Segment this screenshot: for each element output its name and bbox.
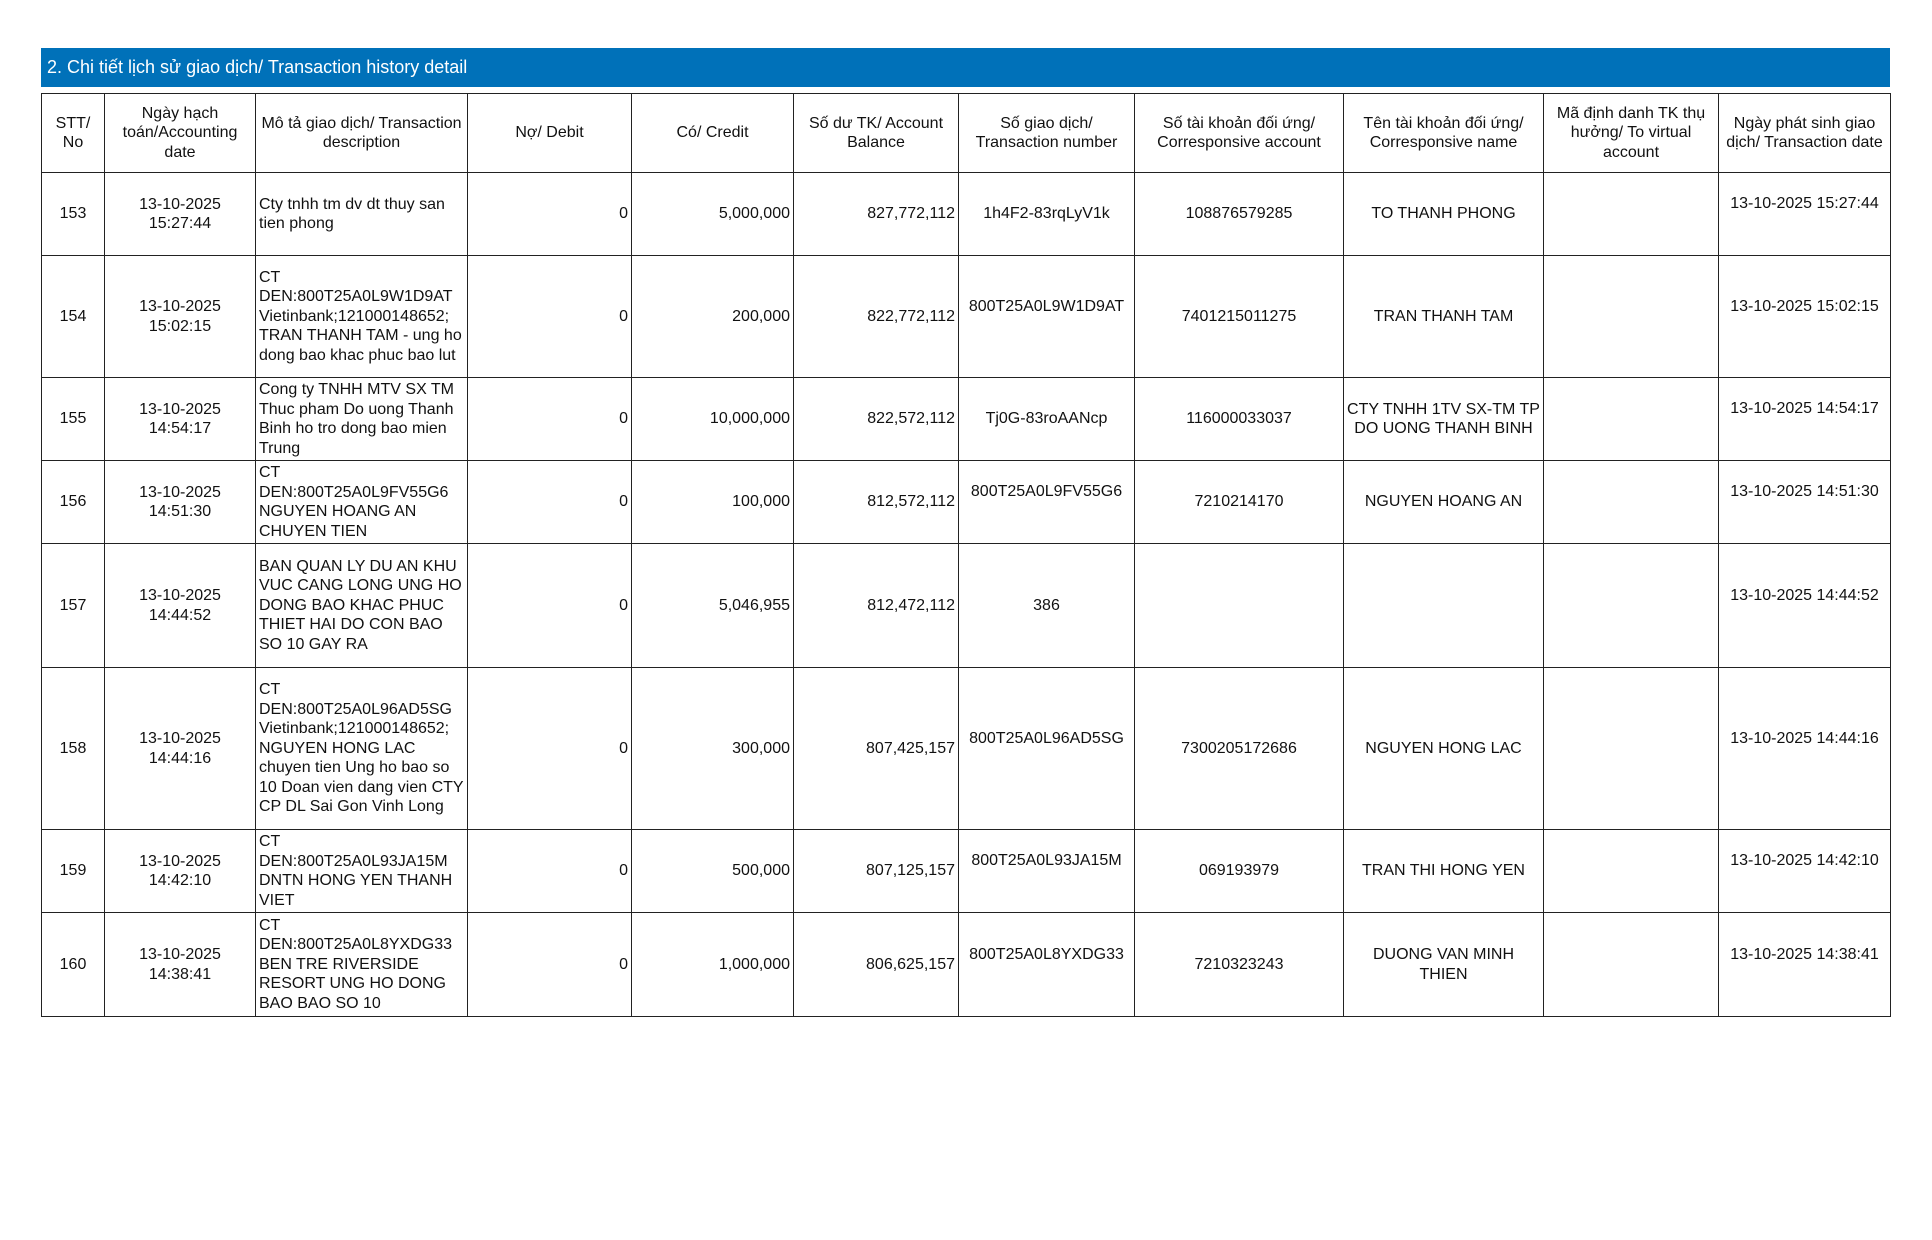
cell-debit xyxy=(468,544,632,668)
cell-virtual-account xyxy=(1544,378,1719,461)
table-row xyxy=(42,378,1891,461)
cell-accounting-date xyxy=(105,668,256,830)
cell-no xyxy=(42,544,105,668)
col-header-label: Số dư TK/ Account Balance xyxy=(808,114,944,151)
transaction-description: CT DEN:800T25A0L9W1D9AT Vietinbank;121000148652; TRAN THANH TAM - ung ho dong bao khac phuc bao lut xyxy=(259,268,462,364)
table-row xyxy=(42,461,1891,544)
cell-description xyxy=(256,830,468,913)
cell-balance xyxy=(794,830,959,913)
row-number: 156 xyxy=(59,493,87,511)
corresponsive-name: CTY TNHH 1TV SX-TM TP DO UONG THANH BINH xyxy=(1347,400,1540,437)
cell-transaction-number xyxy=(959,461,1135,544)
cell-transaction-number xyxy=(959,256,1135,378)
cell-virtual-account xyxy=(1544,668,1719,830)
cell-virtual-account xyxy=(1544,256,1719,378)
row-number: 157 xyxy=(59,596,87,614)
cell-credit xyxy=(632,913,794,1017)
cell-virtual-account xyxy=(1544,461,1719,544)
transaction-date: 13-10-2025 14:38:41 xyxy=(1730,945,1879,963)
cell-corresponsive-name xyxy=(1344,256,1544,378)
corresponsive-account: 7401215011275 xyxy=(1181,307,1297,325)
col-header-description xyxy=(256,94,468,173)
account-balance: 812,472,112 xyxy=(867,596,955,614)
corresponsive-account: 7210323243 xyxy=(1194,955,1284,973)
cell-corresponsive-account xyxy=(1135,830,1344,913)
cell-corresponsive-name xyxy=(1344,173,1544,256)
transaction-number: 800T25A0L96AD5SG xyxy=(969,729,1124,747)
credit-amount: 300,000 xyxy=(732,739,790,757)
cell-transaction-date xyxy=(1719,913,1891,1017)
accounting-date: 13-10-2025 xyxy=(139,195,221,213)
cell-accounting-date xyxy=(105,256,256,378)
row-number: 160 xyxy=(59,955,87,973)
accounting-date: 13-10-2025 xyxy=(139,587,221,604)
cell-transaction-date xyxy=(1719,830,1891,913)
transaction-number: Tj0G-83roAANcp xyxy=(985,410,1108,428)
debit-amount: 0 xyxy=(619,307,628,325)
cell-corresponsive-account xyxy=(1135,173,1344,256)
transaction-description: CT DEN:800T25A0L93JA15M DNTN HONG YEN THANH VIET xyxy=(259,833,453,909)
cell-debit xyxy=(468,173,632,256)
accounting-time: 14:54:17 xyxy=(148,420,212,437)
cell-accounting-date xyxy=(105,173,256,256)
col-header-label: Nợ/ Debit xyxy=(515,124,584,142)
transaction-table xyxy=(41,93,1891,1017)
col-header-no xyxy=(42,94,105,173)
cell-no xyxy=(42,256,105,378)
cell-debit xyxy=(468,256,632,378)
cell-credit xyxy=(632,668,794,830)
transaction-number: 800T25A0L9W1D9AT xyxy=(968,297,1125,315)
transaction-date: 13-10-2025 14:51:30 xyxy=(1730,483,1879,501)
transaction-number: 800T25A0L93JA15M xyxy=(971,852,1122,870)
corresponsive-account: 7300205172686 xyxy=(1181,739,1297,757)
table-header-row xyxy=(42,94,1891,173)
accounting-date: 13-10-2025 xyxy=(139,852,221,870)
transaction-date: 13-10-2025 14:44:52 xyxy=(1730,586,1879,604)
transaction-number: 1h4F2-83rqLyV1k xyxy=(983,205,1110,223)
transaction-date: 13-10-2025 15:27:44 xyxy=(1730,195,1879,213)
transaction-description: Cty tnhh tm dv dt thuy san tien phong xyxy=(259,195,445,232)
cell-no xyxy=(42,461,105,544)
account-balance: 812,572,112 xyxy=(867,493,955,511)
cell-debit xyxy=(468,668,632,830)
cell-description xyxy=(256,668,468,830)
corresponsive-name: NGUYEN HONG LAC xyxy=(1365,739,1522,757)
account-balance: 806,625,157 xyxy=(866,955,955,973)
corresponsive-name: DUONG VAN MINH THIEN xyxy=(1372,946,1515,983)
cell-balance xyxy=(794,256,959,378)
col-header-credit xyxy=(632,94,794,173)
cell-debit xyxy=(468,461,632,544)
cell-corresponsive-name xyxy=(1344,913,1544,1017)
row-number: 153 xyxy=(59,205,87,223)
cell-transaction-number xyxy=(959,378,1135,461)
cell-transaction-date xyxy=(1719,378,1891,461)
corresponsive-account: 116000033037 xyxy=(1186,410,1292,428)
cell-corresponsive-account xyxy=(1135,461,1344,544)
cell-corresponsive-account xyxy=(1135,378,1344,461)
cell-corresponsive-account xyxy=(1135,256,1344,378)
cell-transaction-number xyxy=(959,913,1135,1017)
corresponsive-account: 108876579285 xyxy=(1185,205,1293,223)
row-number: 154 xyxy=(59,307,87,325)
cell-accounting-date xyxy=(105,544,256,668)
cell-transaction-number xyxy=(959,173,1135,256)
col-header-corresponsive-name xyxy=(1344,94,1544,173)
table-row xyxy=(42,544,1891,668)
col-header-transaction-date xyxy=(1719,94,1891,173)
cell-corresponsive-name xyxy=(1344,668,1544,830)
cell-balance xyxy=(794,913,959,1017)
transaction-description: Cong ty TNHH MTV SX TM Thuc pham Do uong Thanh Binh ho tro dong bao mien Trung xyxy=(259,381,454,457)
row-number: 159 xyxy=(59,862,87,880)
cell-no xyxy=(42,830,105,913)
debit-amount: 0 xyxy=(619,862,628,880)
credit-amount: 1,000,000 xyxy=(718,955,790,973)
col-header-label: STT/ No xyxy=(55,114,91,151)
accounting-date: 13-10-2025 xyxy=(139,298,221,315)
cell-no xyxy=(42,913,105,1017)
cell-no xyxy=(42,668,105,830)
credit-amount: 200,000 xyxy=(732,307,790,325)
transaction-description: CT DEN:800T25A0L9FV55G6 NGUYEN HOANG AN CHUYEN TIEN xyxy=(259,464,449,540)
cell-accounting-date xyxy=(105,378,256,461)
credit-amount: 5,046,955 xyxy=(718,596,790,614)
cell-debit xyxy=(468,830,632,913)
cell-description xyxy=(256,461,468,544)
col-header-label: Mã định danh TK thụ hưởng/ To virtual account xyxy=(1556,104,1706,161)
credit-amount: 5,000,000 xyxy=(718,205,790,223)
accounting-time: 15:27:44 xyxy=(148,215,212,232)
table-row xyxy=(42,256,1891,378)
cell-balance xyxy=(794,544,959,668)
account-balance: 822,572,112 xyxy=(867,410,955,428)
col-header-label: Mô tả giao dịch/ Transaction description xyxy=(261,114,462,151)
cell-transaction-date xyxy=(1719,668,1891,830)
accounting-time: 14:51:30 xyxy=(148,503,212,520)
cell-corresponsive-name xyxy=(1344,830,1544,913)
cell-description xyxy=(256,913,468,1017)
col-header-label: Số tài khoản đối ứng/ Corresponsive account xyxy=(1157,114,1321,151)
cell-corresponsive-account xyxy=(1135,668,1344,830)
cell-corresponsive-account xyxy=(1135,913,1344,1017)
row-number: 158 xyxy=(59,739,87,757)
corresponsive-name: TO THANH PHONG xyxy=(1371,205,1516,223)
table-row xyxy=(42,668,1891,830)
accounting-time: 14:38:41 xyxy=(148,965,212,983)
credit-amount: 10,000,000 xyxy=(709,410,790,428)
cell-balance xyxy=(794,378,959,461)
credit-amount: 100,000 xyxy=(732,493,790,511)
cell-description xyxy=(256,378,468,461)
cell-balance xyxy=(794,668,959,830)
col-header-balance xyxy=(794,94,959,173)
cell-corresponsive-name xyxy=(1344,461,1544,544)
cell-description xyxy=(256,544,468,668)
transaction-number: 800T25A0L8YXDG33 xyxy=(969,945,1124,963)
debit-amount: 0 xyxy=(619,205,628,223)
corresponsive-name: TRAN THANH TAM xyxy=(1373,307,1514,325)
transaction-date: 13-10-2025 14:44:16 xyxy=(1730,729,1879,747)
col-header-label: Số giao dịch/ Transaction number xyxy=(975,114,1118,151)
account-balance: 822,772,112 xyxy=(867,307,955,325)
cell-credit xyxy=(632,544,794,668)
cell-no xyxy=(42,378,105,461)
transaction-date: 13-10-2025 14:42:10 xyxy=(1730,852,1879,870)
cell-virtual-account xyxy=(1544,913,1719,1017)
section-title-bar xyxy=(41,48,1890,87)
cell-corresponsive-name xyxy=(1344,544,1544,668)
col-header-transaction-number xyxy=(959,94,1135,173)
accounting-time: 15:02:15 xyxy=(148,317,212,335)
transaction-description: BAN QUAN LY DU AN KHU VUC CANG LONG UNG HO DONG BAO KHAC PHUC THIET HAI DO CON BAO SO 10 GAY RA xyxy=(259,557,462,653)
cell-description xyxy=(256,173,468,256)
cell-no xyxy=(42,173,105,256)
corresponsive-account: 7210214170 xyxy=(1194,493,1284,511)
col-header-label: Ngày phát sinh giao dịch/ Transaction date xyxy=(1726,114,1883,151)
col-header-accounting-date xyxy=(105,94,256,173)
cell-transaction-number xyxy=(959,544,1135,668)
accounting-time: 14:44:52 xyxy=(148,606,212,624)
cell-balance xyxy=(794,173,959,256)
cell-debit xyxy=(468,913,632,1017)
debit-amount: 0 xyxy=(619,596,628,614)
cell-transaction-number xyxy=(959,830,1135,913)
cell-corresponsive-account xyxy=(1135,544,1344,668)
col-header-label: Ngày hạch toán/Accounting date xyxy=(122,104,238,161)
transaction-date: 13-10-2025 14:54:17 xyxy=(1730,400,1879,418)
accounting-date: 13-10-2025 xyxy=(139,730,221,747)
debit-amount: 0 xyxy=(619,739,628,757)
debit-amount: 0 xyxy=(619,410,628,428)
cell-corresponsive-name xyxy=(1344,378,1544,461)
cell-balance xyxy=(794,461,959,544)
accounting-date: 13-10-2025 xyxy=(139,400,221,418)
cell-credit xyxy=(632,830,794,913)
transaction-number: 800T25A0L9FV55G6 xyxy=(970,483,1123,501)
cell-transaction-date xyxy=(1719,544,1891,668)
cell-virtual-account xyxy=(1544,830,1719,913)
transaction-number: 386 xyxy=(1033,596,1060,614)
cell-credit xyxy=(632,256,794,378)
account-balance: 807,125,157 xyxy=(866,862,955,880)
cell-credit xyxy=(632,461,794,544)
transaction-description: CT DEN:800T25A0L8YXDG33 BEN TRE RIVERSIDE RESORT UNG HO DONG BAO BAO SO 10 xyxy=(259,916,452,1012)
cell-accounting-date xyxy=(105,913,256,1017)
cell-accounting-date xyxy=(105,461,256,544)
cell-credit xyxy=(632,378,794,461)
cell-debit xyxy=(468,378,632,461)
table-row xyxy=(42,173,1891,256)
cell-credit xyxy=(632,173,794,256)
table-row xyxy=(42,830,1891,913)
row-number: 155 xyxy=(59,410,87,428)
accounting-time: 14:44:16 xyxy=(148,749,212,767)
account-balance: 827,772,112 xyxy=(867,205,955,223)
col-header-debit xyxy=(468,94,632,173)
col-header-corresponsive-account xyxy=(1135,94,1344,173)
credit-amount: 500,000 xyxy=(732,862,790,880)
section-title: 2. Chi tiết lịch sử giao dịch/ Transaction history detail xyxy=(47,57,468,77)
cell-transaction-date xyxy=(1719,256,1891,378)
transaction-date: 13-10-2025 15:02:15 xyxy=(1730,297,1879,315)
corresponsive-name: NGUYEN HOANG AN xyxy=(1364,493,1523,511)
cell-accounting-date xyxy=(105,830,256,913)
accounting-time: 14:42:10 xyxy=(148,872,212,889)
cell-description xyxy=(256,256,468,378)
cell-transaction-number xyxy=(959,668,1135,830)
col-header-virtual-account xyxy=(1544,94,1719,173)
cell-virtual-account xyxy=(1544,544,1719,668)
accounting-date: 13-10-2025 xyxy=(139,483,221,501)
col-header-label: Có/ Credit xyxy=(676,124,749,142)
transaction-description: CT DEN:800T25A0L96AD5SG Vietinbank;121000148652; NGUYEN HONG LAC chuyen tien Ung ho bao so 10 Doan vien dang vien CTY CP DL Sai Gon Vinh Long xyxy=(259,681,464,816)
cell-transaction-date xyxy=(1719,461,1891,544)
debit-amount: 0 xyxy=(619,955,628,973)
table-row xyxy=(42,913,1891,1017)
corresponsive-account: 069193979 xyxy=(1198,862,1280,880)
account-balance: 807,425,157 xyxy=(866,739,955,757)
col-header-label: Tên tài khoản đối ứng/ Corresponsive name xyxy=(1363,114,1524,151)
corresponsive-name: TRAN THI HONG YEN xyxy=(1362,862,1525,880)
cell-transaction-date xyxy=(1719,173,1891,256)
debit-amount: 0 xyxy=(619,493,628,511)
accounting-date: 13-10-2025 xyxy=(139,946,221,963)
cell-virtual-account xyxy=(1544,173,1719,256)
